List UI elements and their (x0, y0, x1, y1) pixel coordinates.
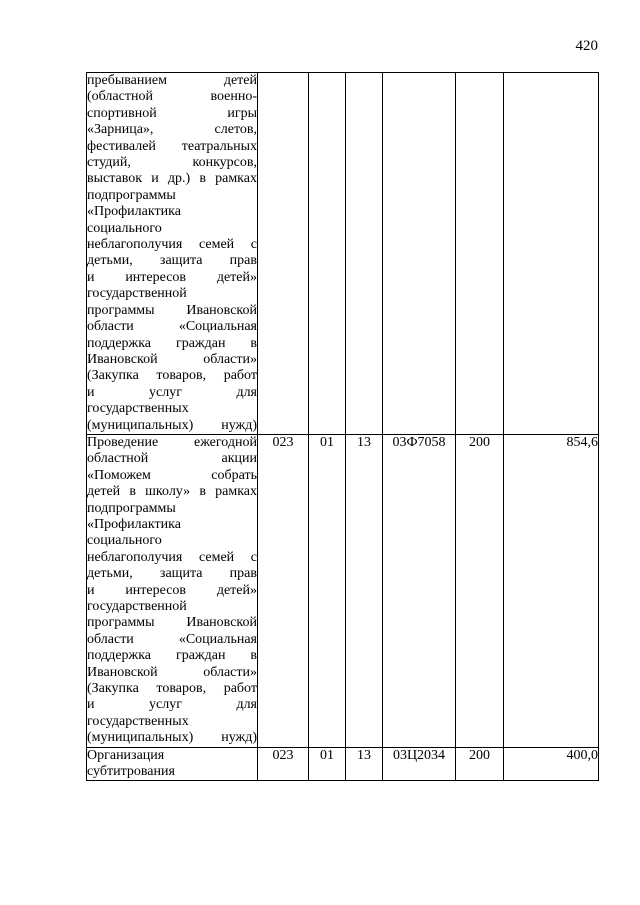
ministry-code-cell: 023 (258, 747, 309, 781)
ministry-code-cell (258, 73, 309, 435)
description-line: государственных (87, 401, 189, 417)
description-line: неблагополучия семей с (87, 237, 257, 253)
description-line: государственной (87, 286, 187, 302)
description-line: государственных (87, 713, 189, 729)
description-line: «Поможем собрать (87, 467, 257, 483)
subsection-code-cell (346, 73, 383, 435)
description-line: социального (87, 220, 162, 236)
description-line: неблагополучия семей с (87, 549, 257, 565)
description-line: подпрограммы (87, 187, 176, 203)
description-cell (87, 73, 258, 435)
description-line: и услуг для (87, 697, 257, 713)
description-line: поддержка граждан в (87, 648, 257, 664)
budget-table (86, 72, 599, 781)
description-line: фестивалей театральных (87, 138, 257, 154)
description-line: (муниципальных) нужд) (87, 730, 257, 746)
description-line: студий, конкурсов, (87, 155, 257, 171)
budget-table-body (87, 73, 599, 781)
description-line: (Закупка товаров, работ (87, 368, 257, 384)
subsection-code-cell: 13 (346, 434, 383, 747)
description-line: государственной (87, 599, 187, 614)
description-line: Ивановской области» (87, 664, 257, 680)
description-line: детьми, защита прав (87, 253, 257, 269)
description-line: социального (87, 533, 162, 549)
description-line: областной акции (87, 451, 257, 467)
table-row (87, 73, 599, 435)
description-line: и интересов детей» (87, 582, 257, 598)
description-line: и услуг для (87, 384, 257, 400)
target-article-cell (383, 73, 456, 435)
expense-type-cell: 200 (456, 747, 504, 781)
description-line: подпрограммы (87, 500, 176, 516)
page-number: 420 (575, 38, 598, 54)
description-line: детей в школу» в рамках (87, 484, 257, 500)
description-line: спортивной игры (87, 105, 257, 121)
description-line: и интересов детей» (87, 269, 257, 285)
expense-type-cell (456, 73, 504, 435)
description-line: «Профилактика (87, 516, 181, 532)
amount-cell: 400,0 (504, 747, 599, 781)
description-cell (87, 434, 258, 747)
section-code-cell: 01 (309, 434, 346, 747)
description-line: Проведение ежегодной (87, 434, 257, 450)
description-line: (Закупка товаров, работ (87, 681, 257, 697)
description-line: программы Ивановской (87, 302, 257, 318)
description-line: «Зарница», слетов, (87, 122, 257, 138)
description-line: поддержка граждан в (87, 335, 257, 351)
table-row (87, 434, 599, 747)
description-line: (областной военно- (87, 89, 257, 105)
description-line: области «Социальная (87, 631, 257, 647)
description-line: «Профилактика (87, 204, 181, 220)
description-line: субтитрования (87, 764, 175, 780)
description-line: выставок и др.) в рамках (87, 171, 257, 187)
amount-cell: 854,6 (504, 434, 599, 747)
target-article-cell: 03Ц2034 (383, 747, 456, 781)
target-article-cell: 03Ф7058 (383, 434, 456, 747)
description-line: пребыванием детей (87, 73, 257, 88)
section-code-cell (309, 73, 346, 435)
description-line: детьми, защита прав (87, 566, 257, 582)
description-line: (муниципальных) нужд) (87, 417, 257, 433)
description-line: области «Социальная (87, 319, 257, 335)
description-line: программы Ивановской (87, 615, 257, 631)
ministry-code-cell: 023 (258, 434, 309, 747)
section-code-cell: 01 (309, 747, 346, 781)
subsection-code-cell: 13 (346, 747, 383, 781)
table-row (87, 747, 599, 781)
description-line: Организация (87, 747, 165, 763)
description-line: Ивановской области» (87, 351, 257, 367)
amount-cell (504, 73, 599, 435)
description-cell (87, 747, 258, 781)
expense-type-cell: 200 (456, 434, 504, 747)
